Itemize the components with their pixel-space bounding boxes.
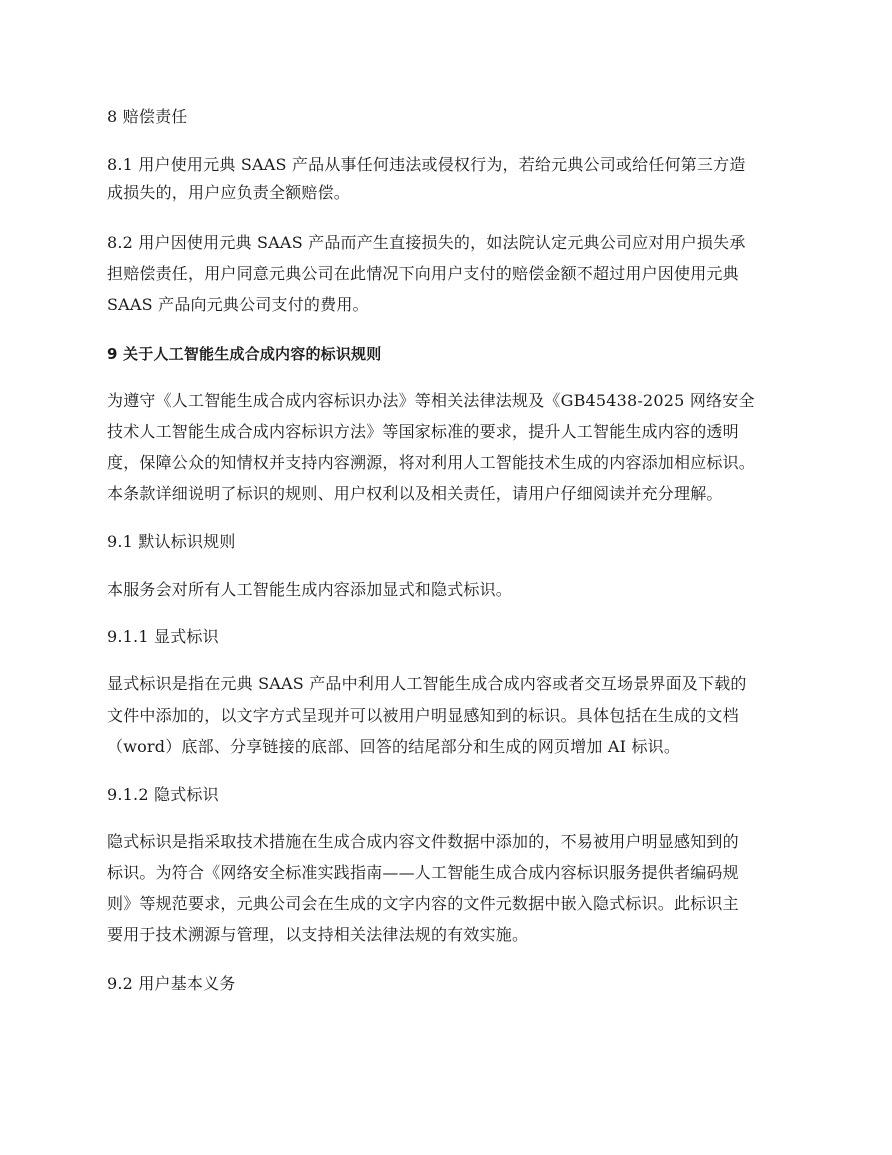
section-9-1-2-line-3: 则》等规范要求，元典公司会在生成的文字内容的文件元数据中嵌入隐式标识。此标识主	[107, 894, 739, 913]
paragraph-8-1-line-1: 8.1 用户使用元典 SAAS 产品从事任何违法或侵权行为，若给元典公司或给任何第三方造	[107, 155, 746, 174]
section-9-intro-line-2: 技术人工智能生成合成内容标识方法》等国家标准的要求，提升人工智能生成内容的透明	[107, 422, 739, 441]
section-9-1-2-line-2: 标识。为符合《网络安全标准实践指南——人工智能生成合成内容标识服务提供者编码规	[107, 863, 739, 882]
section-9-heading: 9 关于人工智能生成合成内容的标识规则	[107, 345, 382, 363]
paragraph-8-2-line-1: 8.2 用户因使用元典 SAAS 产品而产生直接损失的，如法院认定元典公司应对用户损失承	[107, 233, 746, 252]
section-9-1-text: 本服务会对所有人工智能生成内容添加显式和隐式标识。	[107, 580, 513, 599]
section-9-1-2-line-1: 隐式标识是指采取技术措施在生成合成内容文件数据中添加的，不易被用户明显感知到的	[107, 832, 739, 851]
section-9-1-heading: 9.1 默认标识规则	[107, 532, 236, 551]
section-9-1-2-line-4: 要用于技术溯源与管理，以支持相关法律法规的有效实施。	[107, 925, 529, 944]
section-9-1-1-line-3: （word）底部、分享链接的底部、回答的结尾部分和生成的网页增加 AI 标识。	[107, 737, 681, 756]
section-9-1-2-heading: 9.1.2 隐式标识	[107, 785, 219, 804]
section-9-intro-line-4: 本条款详细说明了标识的规则、用户权利以及相关责任，请用户仔细阅读并充分理解。	[107, 484, 723, 503]
section-9-1-1-line-2: 文件中添加的，以文字方式呈现并可以被用户明显感知到的标识。具体包括在生成的文档	[107, 706, 739, 725]
section-9-intro-line-1: 为遵守《人工智能生成合成内容标识办法》等相关法律法规及《GB45438-2025 网络安全	[107, 391, 755, 410]
section-8-heading: 8 赔偿责任	[107, 107, 188, 126]
paragraph-8-1-line-2: 成损失的，用户应负责全额赔偿。	[107, 183, 351, 202]
section-9-1-1-line-1: 显式标识是指在元典 SAAS 产品中利用人工智能生成合成内容或者交互场景界面及下载的	[107, 674, 747, 693]
section-9-intro-line-3: 度，保障公众的知情权并支持内容溯源，将对利用人工智能技术生成的内容添加相应标识。	[107, 453, 756, 472]
section-9-2-heading: 9.2 用户基本义务	[107, 974, 236, 993]
paragraph-8-2-line-3: SAAS 产品向元典公司支付的费用。	[107, 295, 369, 314]
paragraph-8-2-line-2: 担赔偿责任，用户同意元典公司在此情况下向用户支付的赔偿金额不超过用户因使用元典	[107, 264, 739, 283]
section-9-1-1-heading: 9.1.1 显式标识	[107, 627, 219, 646]
